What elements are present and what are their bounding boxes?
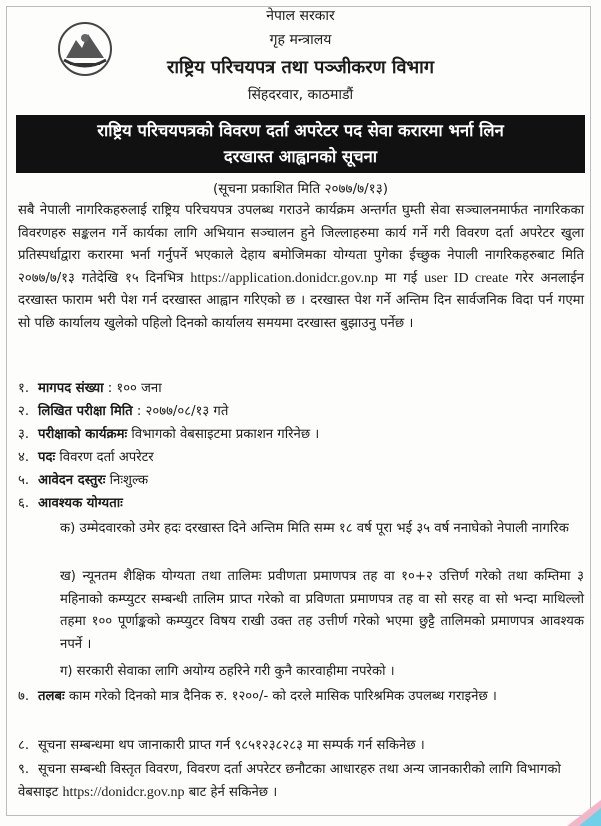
list-item: ५. आवेदन दस्तुरः निःशुल्क xyxy=(18,473,149,488)
govt-line: नेपाल सरकार xyxy=(266,8,335,24)
intro-paragraph xyxy=(18,200,584,335)
intro-text-2: मा गई xyxy=(378,270,425,286)
list-item: २. लिखित परीक्षा मिति : २०७७/०८/१३ गते xyxy=(18,404,229,419)
page-curl-icon xyxy=(567,800,601,826)
list-item: ६. आवश्यक योग्यताः xyxy=(18,496,123,511)
header xyxy=(0,0,601,112)
user-id-text: user ID create xyxy=(424,270,509,286)
ministry-line: गृह मन्त्रालय xyxy=(269,32,332,48)
publication-date: (सूचना प्रकाशित मिति २०७७/७/१३) xyxy=(212,181,388,197)
qualification-item: ख) न्यूनतम शैक्षिक योग्यता तथा तालिमः प्रवीणता प्रमाणपत्र तह वा १०+२ उत्तिर्ण गरेको तथा कम्तिमा ३ महिनाको कम्प्युटर सम्बन्धी तालिम प्राप्त गरेको वा प्रविणता प्रमाणपत्र तह वा सो सरह वा सो भन्दा माथिल्लो तहमा १०० पूर्णाङ्कको कम्प्युटर विषय राखी उक्त तह उत्तीर्ण गरेको भएमा छुट्टै तालिमको प्रमाणपत्र आवश्यक नपर्ने । xyxy=(60,569,584,652)
intro-text-1: सबै नेपाली नागरिकहरुलाई राष्ट्रिय परिचयपत्र उपलब्ध गराउने कार्यक्रम अन्तर्गत घुम्ती सेवा सञ्चालनमार्फत नागरिकका विवरणहरु सङ्कलन गर्ने कार्यका लागि अभियान सञ्चालन हुने जिल्लाहरुमा कार्य गर्ने गरी विवरण दर्ता अपरेटर खुला प्रतिस्पर्धाद्वारा करारमा भर्ना गर्नुपर्ने भएकाले देहाय बमोजिमका योग्यता पुगेका ईच्छुक नेपाली नागरिकहरुबाट मिति २०७७/७/१३ गतेदेखि १५ दिनभित्र xyxy=(18,203,584,286)
list-item: ४. पदः विवरण दर्ता अपरेटर xyxy=(18,450,154,465)
location-line: सिंहदरवार, काठमाडौं xyxy=(247,87,354,103)
list-item: १. मागपद संख्या : १०० जना xyxy=(18,381,162,396)
department-title: राष्ट्रिय परिचयपत्र तथा पञ्जीकरण विभाग xyxy=(167,57,434,78)
qualification-item: ग) सरकारी सेवाका लागि अयोग्य ठहरिने गरी कुनै कारवाहीमा नपरेको । xyxy=(60,664,395,679)
notice-title-banner xyxy=(16,115,585,173)
website-link[interactable]: https://donidcr.gov.np xyxy=(62,784,185,800)
list-item: ९. सूचना सम्बन्धी विस्तृत विवरण, विवरण दर्ता अपरेटर छनौटका आधारहरु तथा अन्य जानकारीको लागि विभागको वेबसाइट https://donidcr.gov.np बाट हेर्न सकिनेछ । xyxy=(18,762,561,800)
qualification-item: क) उम्मेदवारको उमेर हदः दरखास्त दिने अन्तिम मिति सम्म १८ वर्ष पूरा भई ३५ वर्ष ननाघेको नेपाली नागरिक xyxy=(60,521,569,536)
banner-line-2: दरखास्त आह्वानको सूचना xyxy=(223,147,378,166)
intro-text-3: गरेर अनलाईन दरखास्त फाराम भरी पेश गर्न दरखास्त आह्वान गरिएको छ । दरखास्त पेश गर्ने अन्तिम दिन सार्वजनिक विदा पर्न गएमा सो पछि कार्यालय खुलेको पहिलो दिनको कार्यालय समयमा दरखास्त बुझाउनु पर्नेछ । xyxy=(18,270,584,331)
list-item: ७. तलबः काम गरेको दिनको मात्र दैनिक रु. १२००/- को दरले मासिक पारिश्रमिक उपलब्ध गराइनेछ । xyxy=(18,689,497,704)
list-item: ८. सूचना सम्बन्धमा थप जानाकारी प्राप्त गर्न ९८५१२३८२८३ मा सम्पर्क गर्न सकिनेछ । xyxy=(18,738,425,753)
banner-line-1: राष्ट्रिय परिचयपत्रको विवरण दर्ता अपरेटर पद सेवा करारमा भर्ना लिन xyxy=(97,121,504,140)
list-item: ३. परीक्षाको कार्यक्रमः विभागको वेबसाइटमा प्रकाशन गरिनेछ । xyxy=(18,427,320,442)
application-link[interactable]: https://application.donidcr.gov.np xyxy=(190,270,379,286)
